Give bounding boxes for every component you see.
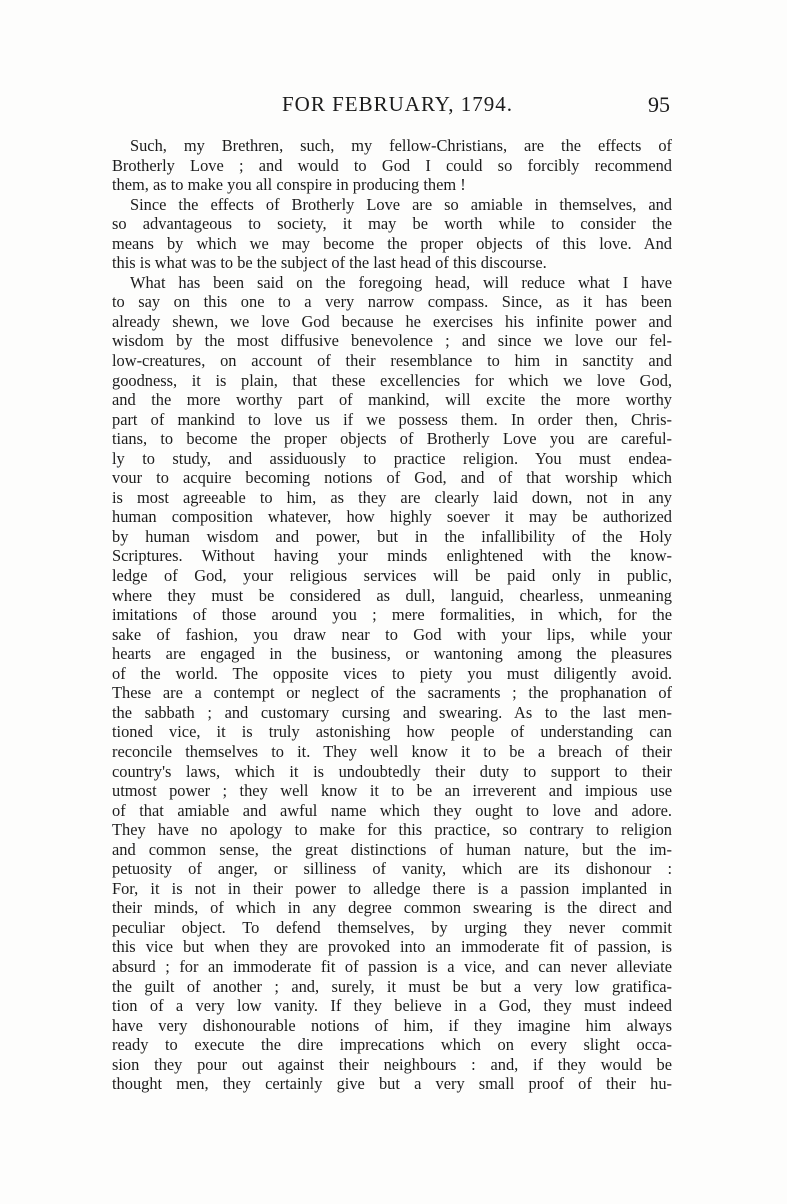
- text-line: and common sense, the great distinctions of human nature, but the im-: [112, 839, 672, 859]
- text-line: the sabbath ; and customary cursing and swearing. As to the last men-: [112, 702, 672, 722]
- text-line: already shewn, we love God because he exercises his infinite power and: [112, 311, 672, 331]
- text-line: human composition whatever, how highly soever it may be authorized: [112, 507, 672, 527]
- text-line: and the more worthy part of mankind, will excite the more worthy: [112, 390, 672, 410]
- text-line: part of mankind to love us if we possess them. In order then, Chris-: [112, 409, 672, 429]
- text-line: sion they pour out against their neighbours : and, if they would be: [112, 1054, 672, 1074]
- text-line: sake of fashion, you draw near to God with your lips, while your: [112, 624, 672, 644]
- text-line: Scriptures. Without having your minds enlightened with the know-: [112, 546, 672, 566]
- text-line: by human wisdom and power, but in the infallibility of the Holy: [112, 526, 672, 546]
- text-line: peculiar object. To defend themselves, by urging they never commit: [112, 917, 672, 937]
- text-line: is most agreeable to him, as they are clearly laid down, not in any: [112, 487, 672, 507]
- text-line: utmost power ; they well know it to be an irreverent and impious use: [112, 781, 672, 801]
- text-line: Since the effects of Brotherly Love are so amiable in themselves, and: [130, 194, 672, 214]
- text-line: them, as to make you all conspire in producing them !: [112, 175, 466, 195]
- text-line: where they must be considered as dull, languid, chearless, unmeaning: [112, 585, 672, 605]
- text-line: wisdom by the most diffusive benevolence ; and since we love our fel-: [112, 331, 672, 351]
- text-line: vour to acquire becoming notions of God, and of that worship which: [112, 468, 672, 488]
- text-line: low-creatures, on account of their resemblance to him in sanctity and: [112, 351, 672, 371]
- text-line: thought men, they certainly give but a very small proof of their hu-: [112, 1074, 672, 1094]
- text-line: tians, to become the proper objects of Brotherly Love you are careful-: [112, 429, 672, 449]
- text-line: this vice but when they are provoked into an immoderate fit of passion, is: [112, 937, 672, 957]
- body-text: [112, 136, 672, 1094]
- text-line: For, it is not in their power to alledge there is a passion implanted in: [112, 878, 672, 898]
- text-line: their minds, of which in any degree common swearing is the direct and: [112, 898, 672, 918]
- text-line: What has been said on the foregoing head, will reduce what I have: [130, 272, 672, 292]
- running-head: [110, 92, 670, 122]
- text-line: ready to execute the dire imprecations which on every slight occa-: [112, 1035, 672, 1055]
- text-line: imitations of those around you ; mere formalities, in which, for the: [112, 605, 672, 625]
- text-line: tioned vice, it is truly astonishing how people of understanding can: [112, 722, 672, 742]
- text-line: goodness, it is plain, that these excellencies for which we love God,: [112, 370, 672, 390]
- running-title: FOR FEBRUARY, 1794.: [282, 92, 514, 116]
- text-line: They have no apology to make for this practice, so contrary to religion: [112, 820, 672, 840]
- text-line: so advantageous to society, it may be worth while to consider the: [112, 214, 672, 234]
- text-line: this is what was to be the subject of the last head of this discourse.: [112, 253, 547, 273]
- page-number: 95: [648, 92, 670, 117]
- text-line: Such, my Brethren, such, my fellow-Christians, are the effects of: [130, 136, 672, 155]
- text-line: the guilt of another ; and, surely, it must be but a very low gratifica-: [112, 976, 672, 996]
- text-line: absurd ; for an immoderate fit of passion is a vice, and can never alleviate: [112, 956, 672, 976]
- text-line: reconcile themselves to it. They well know it to be a breach of their: [112, 741, 672, 761]
- text-line: to say on this one to a very narrow compass. Since, as it has been: [112, 292, 672, 312]
- text-line: means by which we may become the proper objects of this love. And: [112, 233, 672, 253]
- text-line: petuosity of anger, or silliness of vanity, which are its dishonour :: [112, 859, 672, 879]
- text-line: Brotherly Love ; and would to God I could so forcibly recommend: [112, 155, 672, 175]
- text-line: These are a contempt or neglect of the sacraments ; the prophanation of: [112, 683, 672, 703]
- text-line: ly to study, and assiduously to practice religion. You must endea-: [112, 448, 672, 468]
- text-line: tion of a very low vanity. If they believe in a God, they must indeed: [112, 996, 672, 1016]
- text-line: have very dishonourable notions of him, if they imagine him always: [112, 1015, 672, 1035]
- text-line: of the world. The opposite vices to piety you must diligently avoid.: [112, 663, 672, 683]
- text-line: hearts are engaged in the business, or wantoning among the pleasures: [112, 644, 672, 664]
- text-line: ledge of God, your religious services will be paid only in public,: [112, 566, 672, 586]
- text-line: country's laws, which it is undoubtedly their duty to support to their: [112, 761, 672, 781]
- text-line: of that amiable and awful name which they ought to love and adore.: [112, 800, 672, 820]
